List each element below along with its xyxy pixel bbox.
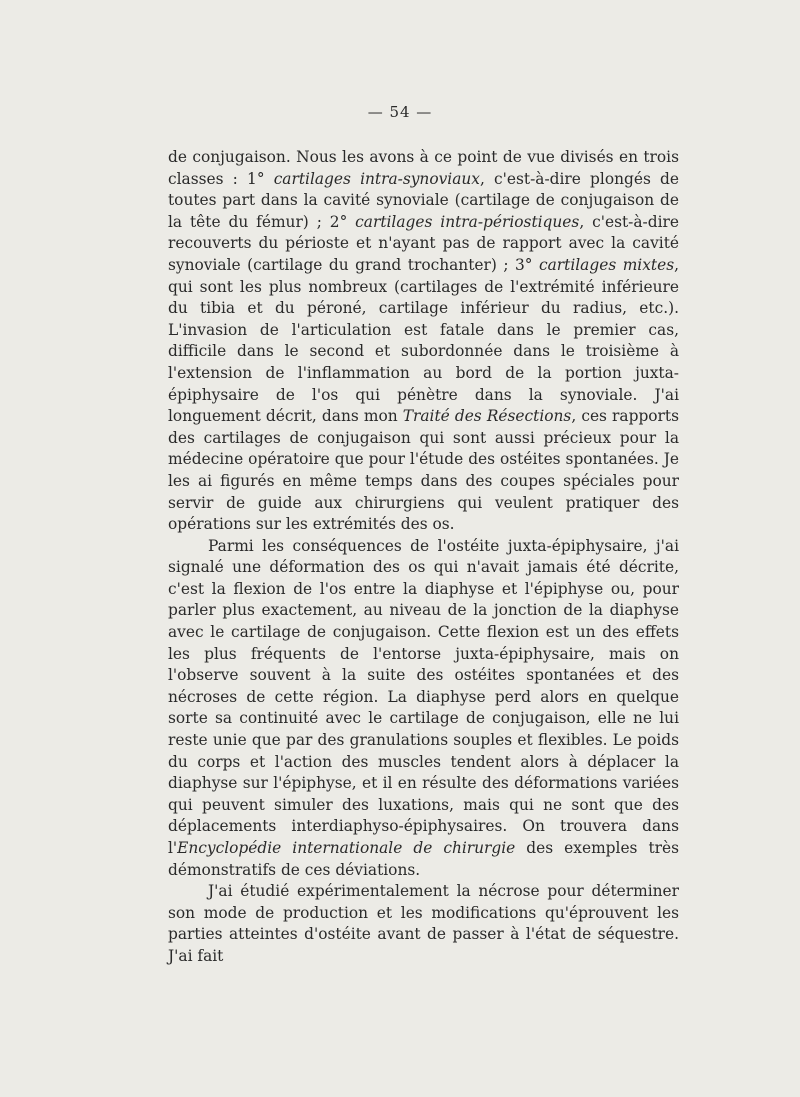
paragraph-3 [168, 881, 679, 967]
paragraph-2 [168, 536, 679, 882]
text-run: , ces rapports des cartilages de conjugaison qui sont aussi précieux pour la médecine opératoire que pour l'étude des ostéites spontanées. Je les ai figurés en même temps dans des coupes spéciales pour servir de guide aux chirurgiens qui veulent pratiquer des opérations sur les extrémités des os. [168, 407, 679, 534]
paragraph-1 [168, 147, 679, 536]
page-number: — 54 — [367, 103, 433, 121]
text-run: , c'est-à-dire plongés de toutes part dans la cavité synoviale (cartilage de conjugaison de la tête du fémur) ; 2° [168, 169, 679, 231]
text-run: , qui sont les plus nombreux (cartilages de l'extrémité inférieure du tibia et du péroné, cartilage inférieur du radius, etc.). L'invasion de l'articulation est fatale dans le premier cas, difficile dans le second et subordonnée dans le troisième à l'extension de l'inflammation au bord de la portion juxta-épiphysaire de l'os qui pénètre dans la synoviale. J'ai longuement décrit, dans mon [168, 255, 679, 426]
text-run: , c'est-à-dire recouverts du périoste et n'ayant pas de rapport avec la cavité synoviale (cartilage du grand trochanter) ; 3° [168, 212, 679, 274]
text-run: des exemples très démonstratifs de ces déviations. [168, 839, 680, 879]
text-run: de conjugaison. Nous les avons à ce point de vue divisés en trois classes : 1° [168, 148, 679, 188]
text-run: Parmi les conséquences de l'ostéite juxta-épiphysaire, j'ai signalé une déformation des os qui n'avait jamais été décrite, c'est la flexion de l'os entre la diaphyse et l'épiphyse ou, pour parler plus exactement, au niveau de la jonction de la diaphyse avec le cartilage de conjugaison. Cette flexion est un des effets les plus fréquents de l'entorse juxta-épiphysaire, mais on l'observe souvent à la suite des ostéites spontanées et des nécroses de cette région. La diaphyse perd alors en quelque sorte sa continuité avec le cartilage de conjugaison, elle ne lui reste unie que par des granulations souples et flexibles. Le poids du corps et l'action des muscles tendent alors à déplacer la diaphyse sur l'épiphyse, et il en résulte des déformations variées qui peuvent simuler des luxations, mais qui ne sont que des déplacements interdiaphyso-épiphysaires. On trouvera dans l' [168, 536, 679, 857]
italic-reference: Traité des Résections [402, 407, 572, 426]
italic-reference: Encyclopédie internationale de chirurgie [177, 839, 516, 857]
italic-reference: cartilages mixtes [539, 255, 675, 274]
text-run: J'ai étudié expérimentalement la nécrose pour déterminer son mode de production et les modifications qu'éprouvent les parties atteintes d'ostéite avant de passer à l'état de séquestre. J'ai fait [168, 882, 679, 965]
italic-reference: cartilages intra-synoviaux [273, 169, 480, 188]
italic-reference: cartilages intra-périostiques [355, 212, 580, 231]
body-text [168, 147, 679, 968]
